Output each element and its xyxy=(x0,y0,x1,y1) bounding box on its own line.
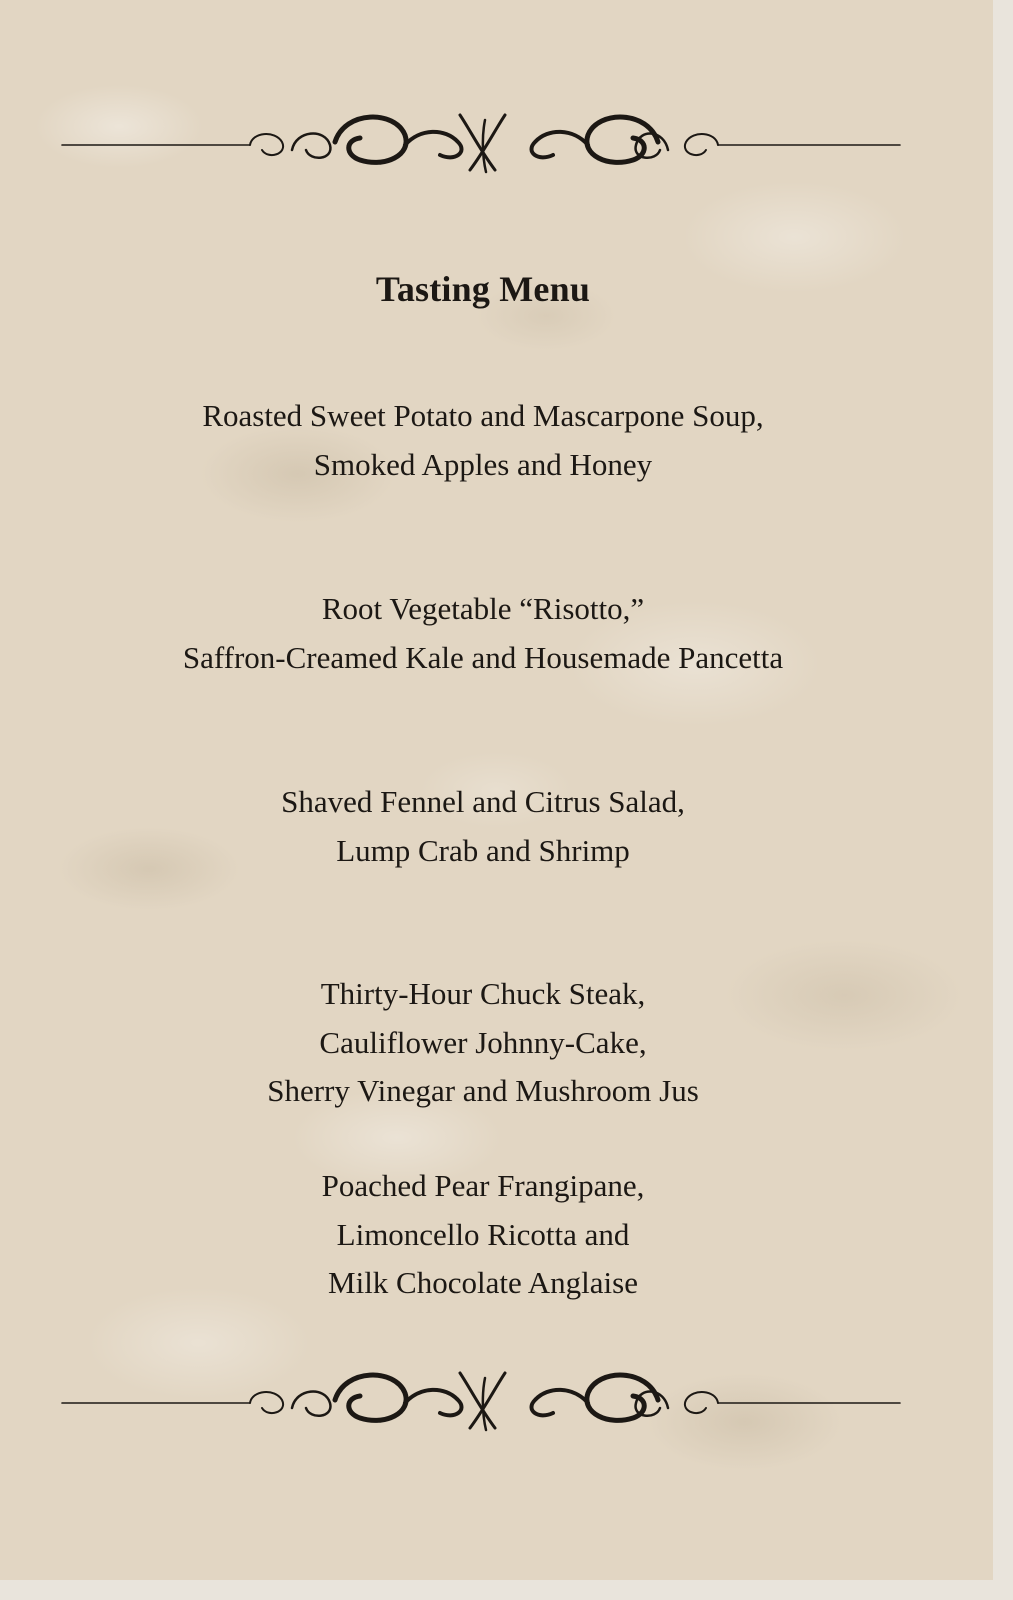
course-item xyxy=(0,392,966,489)
course-line: Cauliflower Johnny-Cake, xyxy=(319,1024,647,1060)
course-line: Smoked Apples and Honey xyxy=(313,446,653,482)
course-item xyxy=(0,778,966,875)
scroll-flourish-icon xyxy=(0,90,993,200)
course-item xyxy=(0,1162,966,1308)
course-line: Milk Chocolate Anglaise xyxy=(328,1265,638,1300)
course-item xyxy=(0,970,966,1116)
course-line: Sherry Vinegar and Mushroom Jus xyxy=(267,1073,699,1108)
course-line: Poached Pear Frangipane, xyxy=(321,1168,645,1203)
course-item xyxy=(0,585,966,682)
scroll-flourish-icon xyxy=(0,1348,993,1458)
course-line: Thirty-Hour Chuck Steak, xyxy=(320,976,646,1011)
course-line: Root Vegetable “Risotto,” xyxy=(321,591,645,626)
course-line: Saffron-Creamed Kale and Housemade Pancetta xyxy=(182,639,784,675)
course-line: Roasted Sweet Potato and Mascarpone Soup, xyxy=(202,398,764,433)
course-line: Limoncello Ricotta and xyxy=(336,1216,630,1252)
course-line: Lump Crab and Shrimp xyxy=(336,832,630,868)
menu-title: Tasting Menu xyxy=(375,269,591,309)
course-line: Shaved Fennel and Citrus Salad, xyxy=(281,784,685,819)
